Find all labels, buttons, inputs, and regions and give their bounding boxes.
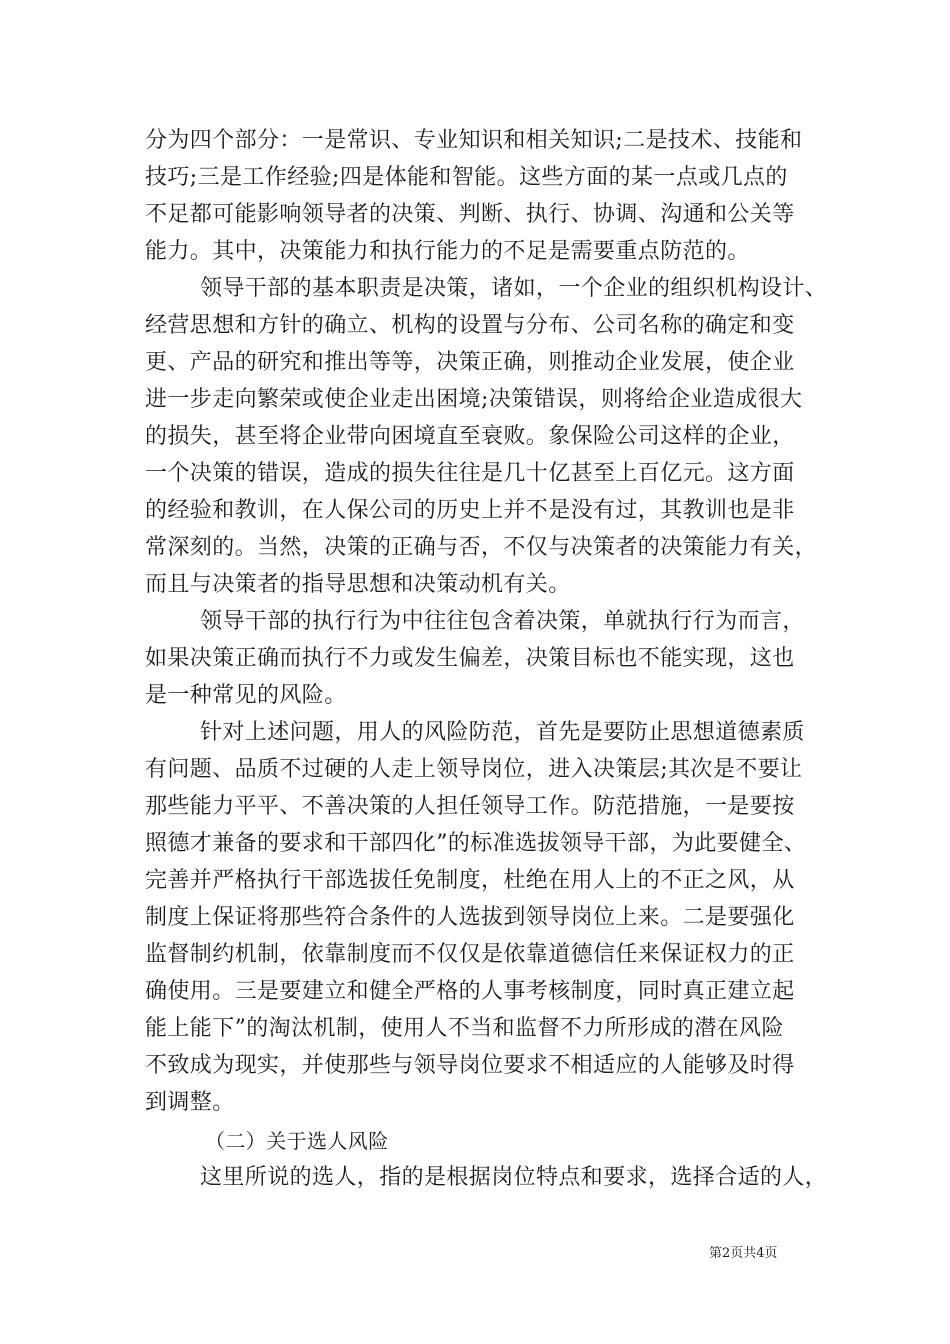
paragraph-1-line-4: 能力。其中，决策能力和执行能力的不足是需要重点防范的。	[145, 239, 750, 264]
paragraph-4-line-2: 有问题、品质不过硬的人走上领导岗位，进入决策层;其次是不要让	[145, 757, 803, 782]
paragraph-4-line-1: 针对上述问题，用人的风险防范，首先是要防止思想道德素质	[200, 720, 805, 745]
paragraph-2-line-9: 而且与决策者的指导思想和决策动机有关。	[145, 572, 571, 597]
section-heading: （二）关于选人风险	[205, 1129, 389, 1153]
paragraph-2-line-5: 的损失，甚至将企业带向困境直至衰败。象保险公司这样的企业，	[145, 424, 795, 449]
paragraph-4-line-9: 能上能下”的淘汰机制，使用人不当和监督不力所形成的潜在风险	[145, 1016, 784, 1041]
paragraph-2-line-8: 常深刻的。当然，决策的正确与否，不仅与决策者的决策能力有关，	[145, 535, 818, 560]
paragraph-4-line-6: 制度上保证将那些符合条件的人选拔到领导岗位上来。二是要强化	[145, 905, 795, 930]
paragraph-3-line-2: 如果决策正确而执行不力或发生偏差，决策目标也不能实现，这也	[145, 646, 795, 671]
paragraph-4-line-3: 那些能力平平、不善决策的人担任领导工作。防范措施，一是要按	[145, 794, 795, 819]
paragraph-2-line-4: 进一步走向繁荣或使企业走出困境;决策错误，则将给企业造成很大	[145, 387, 803, 412]
paragraph-1-line-1: 分为四个部分：一是常识、专业知识和相关知识;二是技术、技能和	[145, 128, 803, 153]
paragraph-1-line-3: 不足都可能影响领导者的决策、判断、执行、协调、沟通和公关等	[145, 202, 795, 227]
paragraph-4-line-11: 到调整。	[145, 1090, 235, 1115]
paragraph-4-line-4: 照德才兼备的要求和干部四化”的标准选拔领导干部，为此要健全、	[145, 831, 807, 856]
paragraph-4-line-10: 不致成为现实，并使那些与领导岗位要求不相适应的人能够及时得	[145, 1053, 795, 1078]
page-number-footer: 第2页共4页	[709, 1246, 778, 1261]
paragraph-4-line-5: 完善并严格执行干部选拔任免制度，杜绝在用人上的不正之风，从	[145, 868, 795, 893]
paragraph-5-line-1: 这里所说的选人，指的是根据岗位特点和要求，选择合适的人，	[200, 1165, 828, 1190]
paragraph-2-line-7: 的经验和教训，在人保公司的历史上并不是没有过，其教训也是非	[145, 498, 795, 523]
paragraph-2-line-2: 经营思想和方针的确立、机构的设置与分布、公司名称的确定和变	[145, 313, 795, 338]
paragraph-2-line-3: 更、产品的研究和推出等等，决策正确，则推动企业发展，使企业	[145, 350, 795, 375]
paragraph-1-line-2: 技巧;三是工作经验;四是体能和智能。这些方面的某一点或几点的	[145, 165, 788, 190]
paragraph-4-line-8: 确使用。三是要建立和健全严格的人事考核制度，同时真正建立起	[145, 979, 795, 1004]
paragraph-3-line-1: 领导干部的执行行为中往往包含着决策，单就执行行为而言，	[200, 609, 805, 634]
paragraph-4-line-7: 监督制约机制，依靠制度而不仅仅是依靠道德信任来保证权力的正	[145, 942, 795, 967]
paragraph-2-line-6: 一个决策的错误，造成的损失往往是几十亿甚至上百亿元。这方面	[145, 461, 795, 486]
paragraph-3-line-3: 是一种常见的风险。	[145, 683, 347, 708]
paragraph-2-line-1: 领导干部的基本职责是决策，诸如，一个企业的组织机构设计、	[200, 276, 828, 301]
